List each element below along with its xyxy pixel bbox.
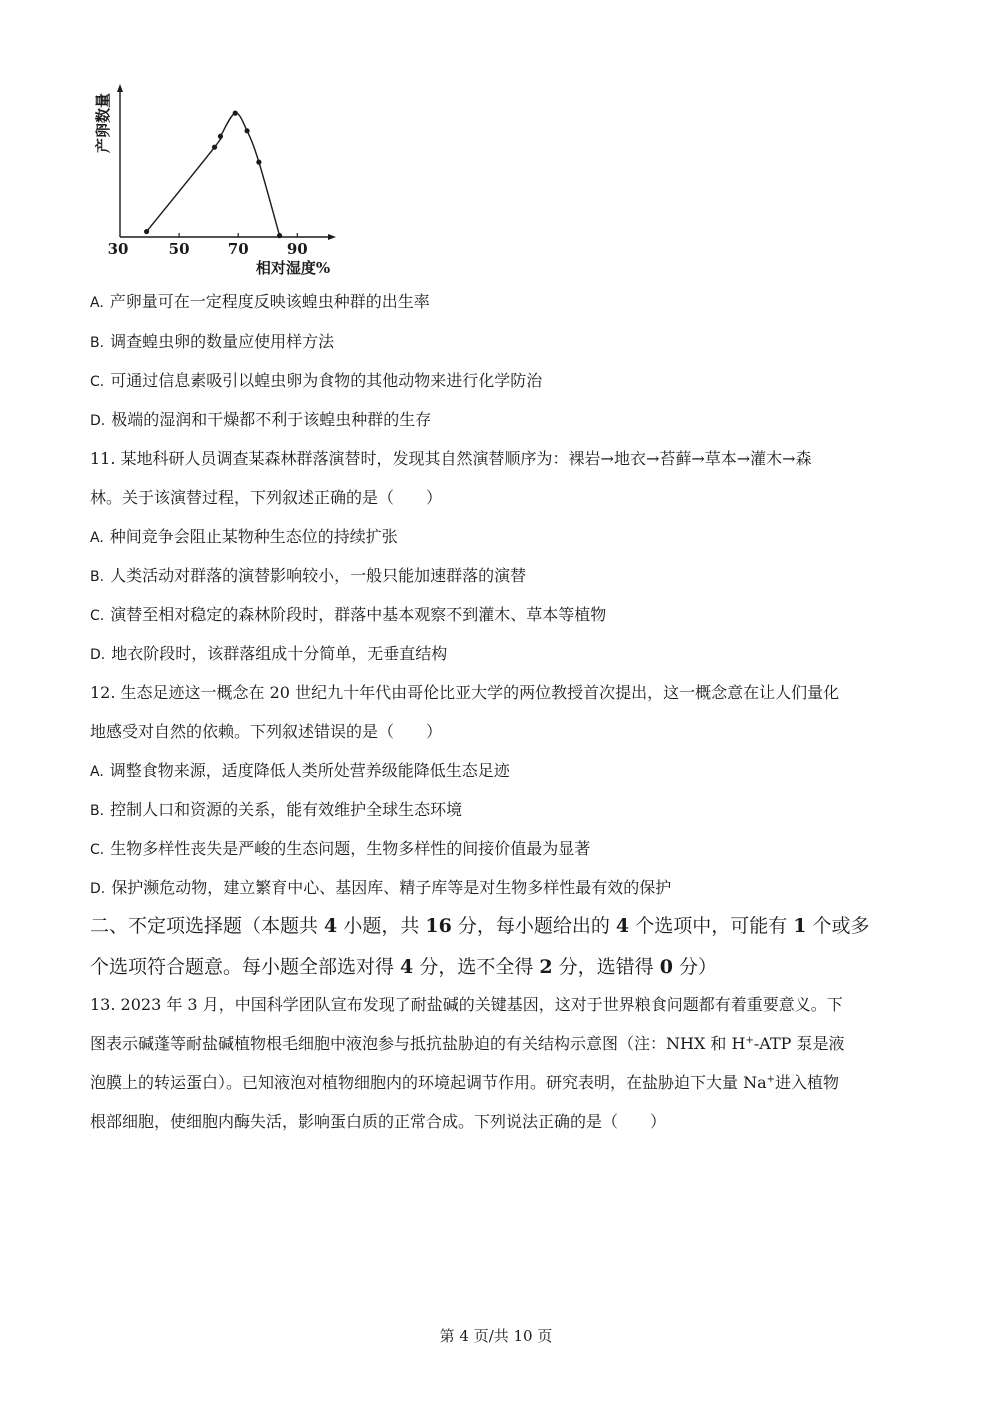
chart-svg [88, 78, 358, 283]
q11-option-c: C. 演替至相对稳定的森林阶段时，群落中基本观察不到灌木、草本等植物 [90, 605, 607, 624]
q13-line1: 13. 2023 年 3 月，中国科学团队宣布发现了耐盐碱的关键基因，这对于世界粮食问题都有着重要意义。下 [90, 995, 843, 1014]
data-point [144, 229, 149, 234]
q12-stem-line2: 地感受对自然的依赖。下列叙述错误的是（ ） [90, 722, 443, 741]
data-point [218, 134, 223, 139]
data-point [256, 160, 261, 165]
q13-line4: 根部细胞，使细胞内酶失活，影响蛋白质的正常合成。下列说法正确的是（ ） [90, 1112, 667, 1131]
page-footer: 第 4 页/共 10 页 [439, 1327, 553, 1345]
x-tick-label: 30 [107, 240, 129, 258]
x-axis-arrow [328, 234, 336, 240]
data-point [233, 111, 238, 116]
section2-heading-line1: 二、不定项选择题（本题共 4 小题，共 16 分，每小题给出的 4 个选项中，可能有 1 个或多 [90, 915, 870, 937]
q11-stem-line2: 林。关于该演替过程，下列叙述正确的是（ ） [90, 488, 443, 507]
q11-option-d: D. 地衣阶段时，该群落组成十分简单，无垂直结构 [90, 644, 448, 663]
data-point [277, 233, 282, 238]
q10-option-c: C. 可通过信息素吸引以蝗虫卵为食物的其他动物来进行化学防治 [90, 371, 543, 390]
x-tick-label: 70 [227, 240, 249, 258]
x-tick-label: 50 [168, 240, 190, 258]
q11-option-b: B. 人类活动对群落的演替影响较小，一般只能加速群落的演替 [90, 566, 527, 585]
q13-line2: 图表示碱蓬等耐盐碱植物根毛细胞中液泡参与抵抗盐胁迫的有关结构示意图（注：NHX 和 H+-ATP 泵是液 [90, 1034, 845, 1053]
q10-option-d: D. 极端的湿润和干燥都不利于该蝗虫种群的生存 [90, 410, 432, 429]
data-point [212, 145, 217, 150]
x-tick-label: 90 [286, 240, 308, 258]
q11-option-a: A. 种间竞争会阻止某物种生态位的持续扩张 [90, 527, 398, 546]
q11-stem-line1: 11. 某地科研人员调查某森林群落演替时，发现其自然演替顺序为：裸岩→地衣→苔藓→草本→灌木→森 [90, 449, 812, 468]
x-axis-label: 相对湿度% [255, 259, 331, 277]
y-axis-arrow [117, 84, 123, 92]
q13-line3: 泡膜上的转运蛋白）。已知液泡对植物细胞内的环境起调节作用。研究表明，在盐胁迫下大量 Na+进入植物 [90, 1073, 840, 1092]
section2-heading-line2: 个选项符合题意。每小题全部选对得 4 分，选不全得 2 分，选错得 0 分） [90, 956, 717, 978]
data-point [244, 128, 249, 133]
q12-option-d: D. 保护濒危动物，建立繁育中心、基因库、精子库等是对生物多样性最有效的保护 [90, 878, 672, 897]
q10-option-a: A. 产卵量可在一定程度反映该蝗虫种群的出生率 [90, 292, 430, 311]
q10-option-b: B. 调查蝗虫卵的数量应使用样方法 [90, 332, 335, 351]
humidity-egg-chart [88, 78, 358, 283]
series-curve [147, 113, 280, 236]
q12-option-a: A. 调整食物来源，适度降低人类所处营养级能降低生态足迹 [90, 761, 510, 780]
q12-option-c: C. 生物多样性丧失是严峻的生态问题，生物多样性的间接价值最为显著 [90, 839, 591, 858]
y-axis-label: 产卵数量 [94, 92, 112, 154]
q12-stem-line1: 12. 生态足迹这一概念在 20 世纪九十年代由哥伦比亚大学的两位教授首次提出，这一概念意在让人们量化 [90, 683, 840, 702]
q12-option-b: B. 控制人口和资源的关系，能有效维护全球生态环境 [90, 800, 463, 819]
